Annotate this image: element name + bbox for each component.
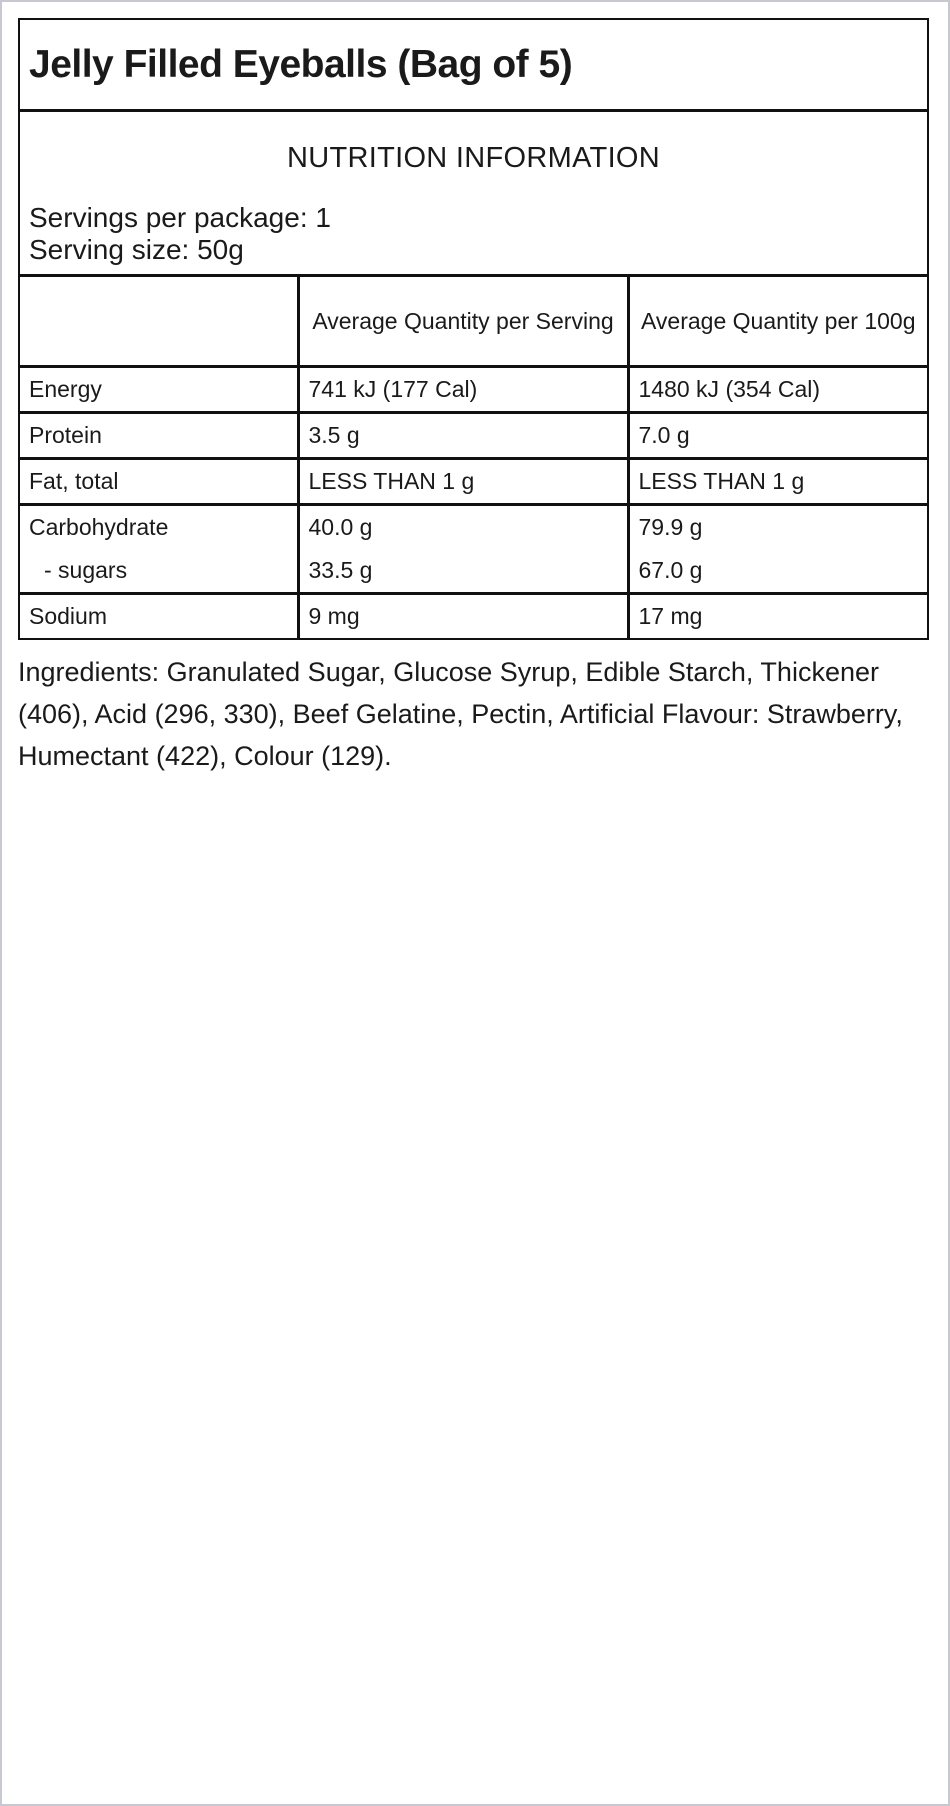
nutrient-name: Sodium: [20, 594, 298, 639]
ingredients-text: Ingredients: Granulated Sugar, Glucose Syrup, Edible Starch, Thickener (406), Acid (296, 330), Beef Gelatine, Pectin, Artificial Flavour: Strawberry, Humectant (422), Colour (129).: [18, 657, 903, 771]
table-row-fat: [20, 459, 927, 505]
per-100g-value: 7.0 g: [628, 413, 927, 459]
nutrition-panel: [18, 18, 929, 640]
column-header-per-serving: Average Quantity per Serving: [298, 277, 628, 367]
per-100g-value: 1480 kJ (354 Cal): [628, 367, 927, 413]
per-100g-value: 79.9 g: [638, 514, 703, 540]
per-serving-value: 9 mg: [298, 594, 628, 639]
per-100g-value: 17 mg: [628, 594, 927, 639]
table-header-row: [20, 277, 927, 367]
serving-size: Serving size: 50g: [29, 234, 244, 265]
table-row-protein: [20, 413, 927, 459]
sub-per-100g-value: 67.0 g: [638, 557, 703, 583]
per-serving-value: LESS THAN 1 g: [298, 459, 628, 505]
title-box: [20, 20, 927, 112]
servings-info: [29, 202, 331, 266]
per-serving-value: 40.0 g: [308, 514, 373, 540]
nutrient-name: Carbohydrate: [29, 514, 169, 540]
servings-per-package: Servings per package: 1: [29, 202, 331, 233]
product-title: Jelly Filled Eyeballs (Bag of 5): [29, 42, 573, 86]
sub-nutrient-name: - sugars: [44, 557, 128, 583]
nutrient-name: Energy: [20, 367, 298, 413]
nutrient-name-cell: [20, 505, 298, 594]
nutrient-name: Fat, total: [20, 459, 298, 505]
per-serving-value: 741 kJ (177 Cal): [298, 367, 628, 413]
nutrient-name: Protein: [20, 413, 298, 459]
column-header-empty: [20, 277, 298, 367]
nutrition-header: [20, 112, 927, 277]
table-row-carbohydrate: [20, 505, 927, 594]
column-header-per-100g: Average Quantity per 100g: [628, 277, 927, 367]
nutrition-heading: NUTRITION INFORMATION: [286, 142, 661, 174]
per-100g-value: LESS THAN 1 g: [628, 459, 927, 505]
table-row-energy: [20, 367, 927, 413]
nutrition-table: [20, 277, 927, 638]
table-row-sodium: [20, 594, 927, 639]
per-serving-value: 3.5 g: [298, 413, 628, 459]
sub-per-serving-value: 33.5 g: [308, 557, 373, 583]
per-serving-cell: [298, 505, 628, 594]
per-100g-cell: [628, 505, 927, 594]
